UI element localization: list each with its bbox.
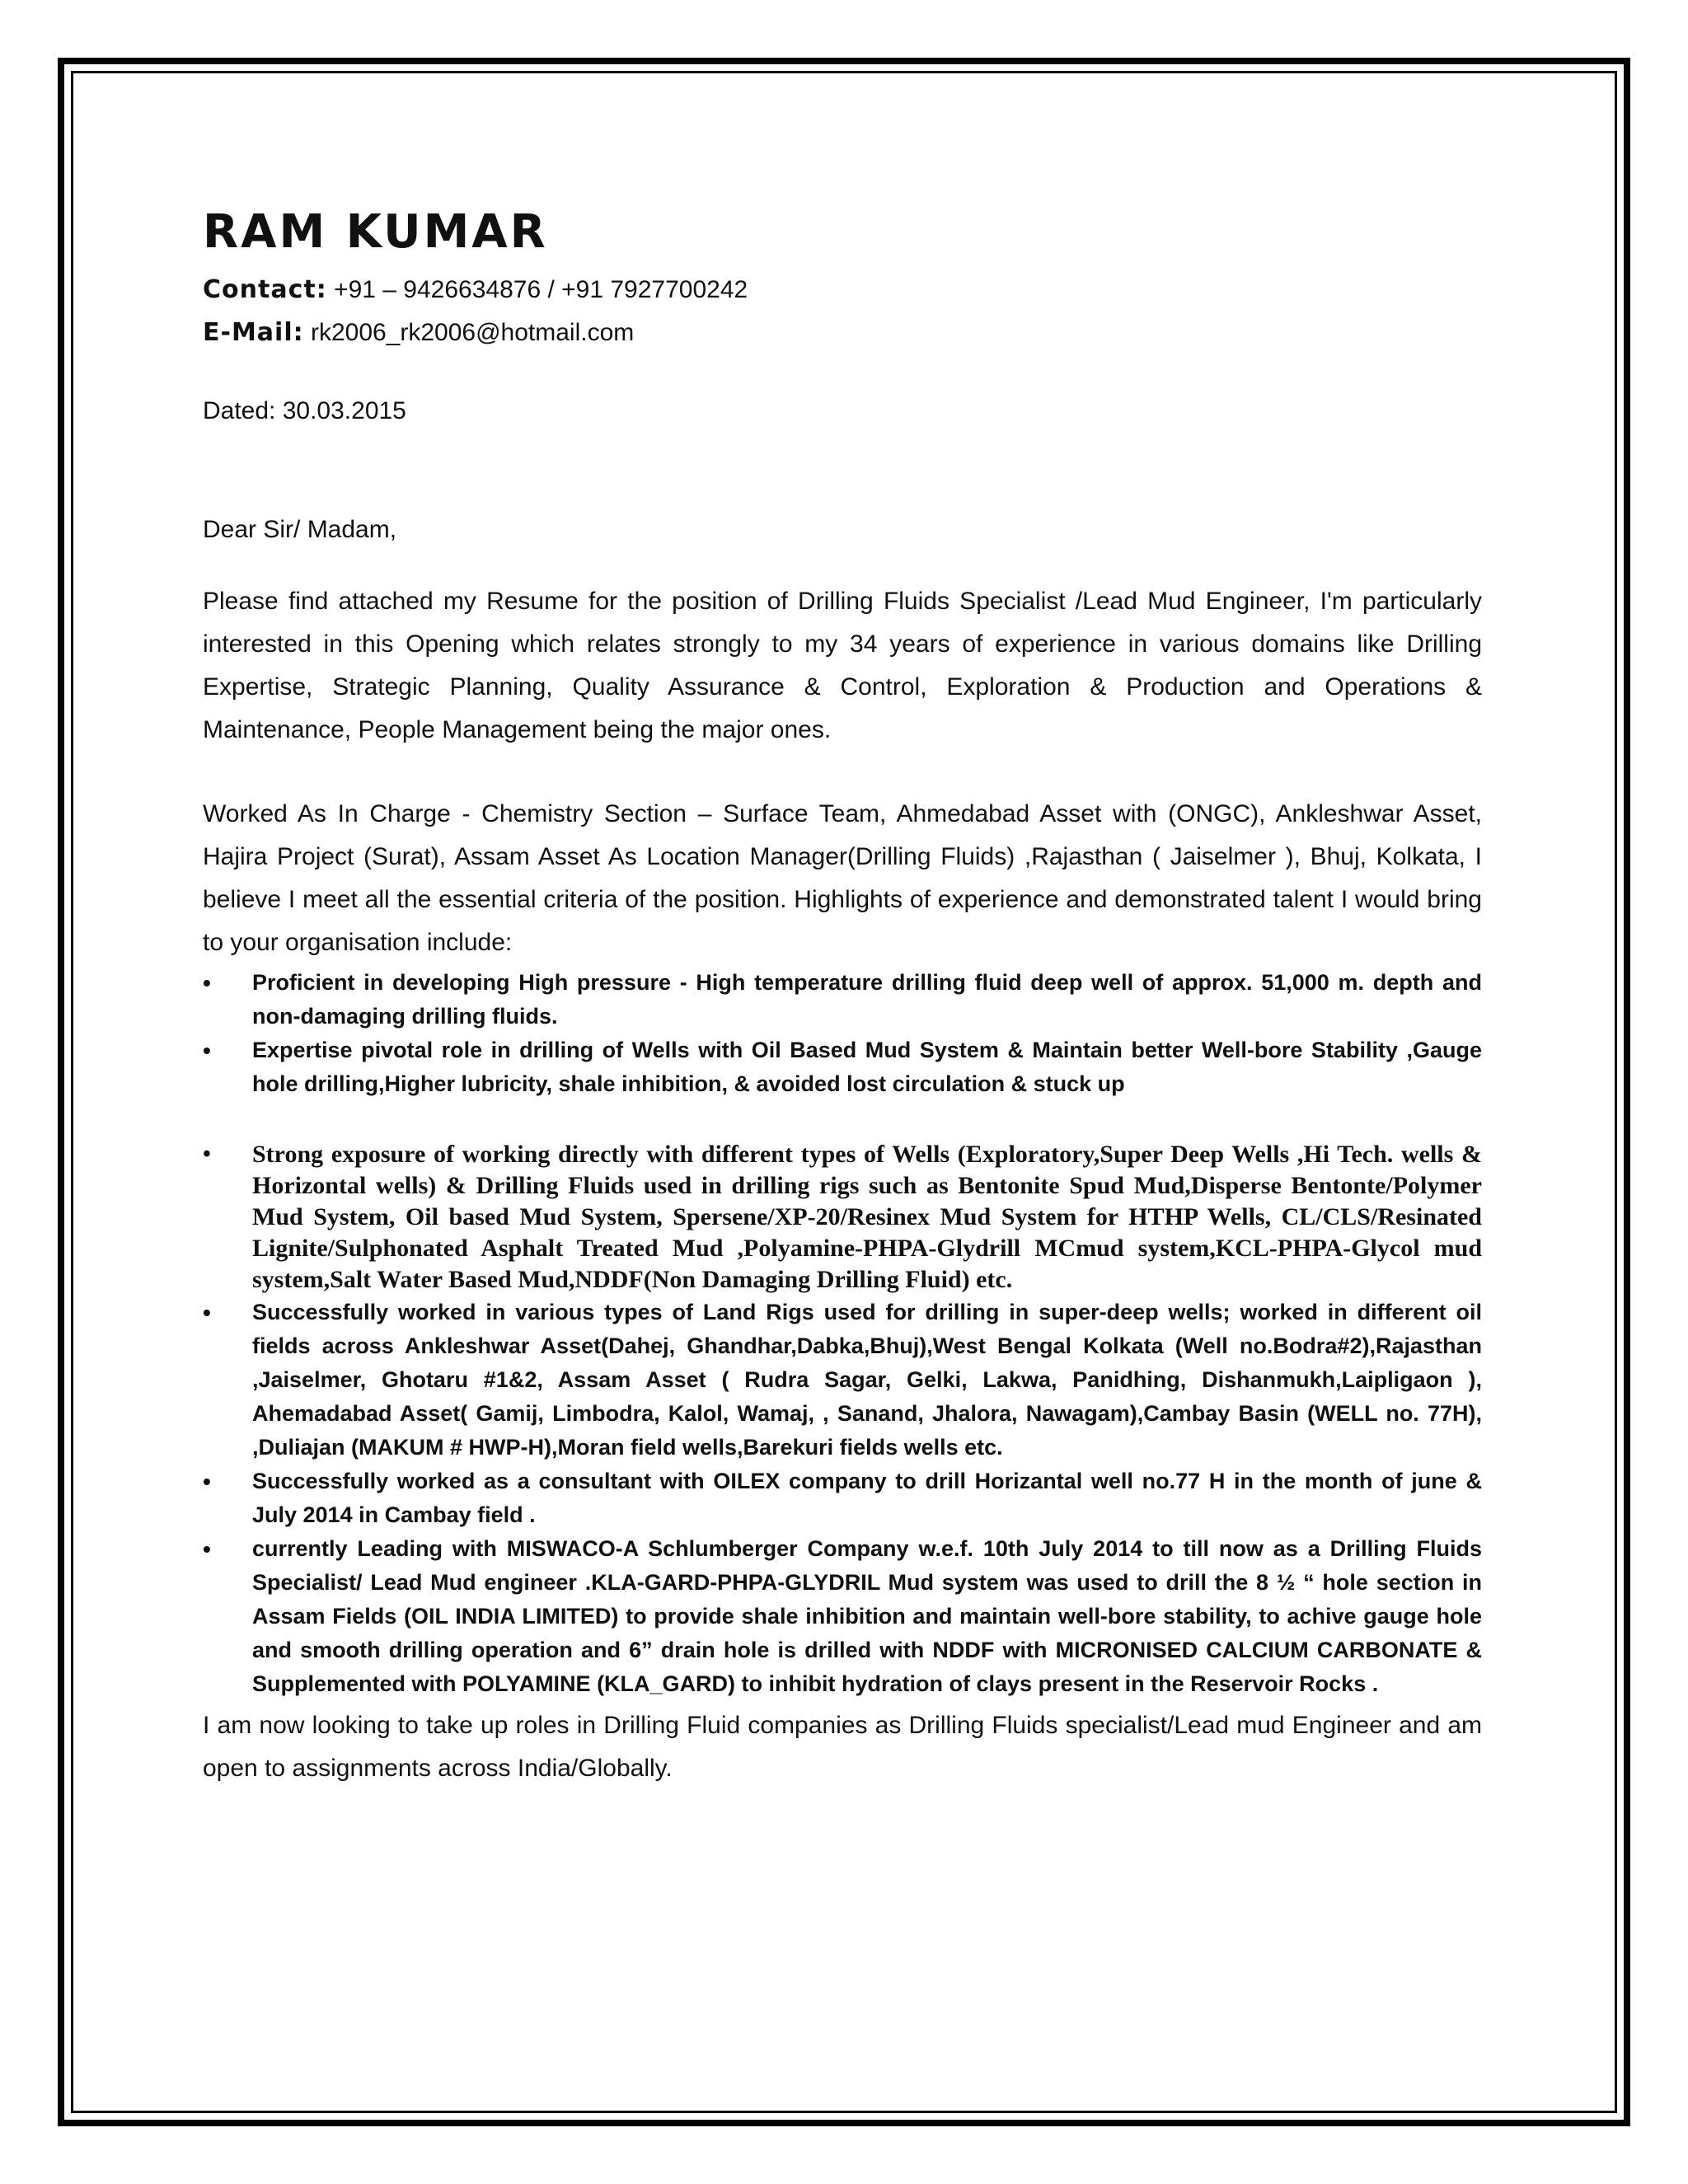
email-label: E-Mail: bbox=[203, 318, 304, 347]
bullet-icon: • bbox=[203, 970, 211, 996]
list-item-text: currently Leading with MISWACO-A Schlumberger Company w.e.f. 10th July 2014 to till now as a Drilling Fluids Specialist/ Lead Mud engineer .KLA-GARD-PHPA-GLYDRIL Mud system was used to drill the 8 ½ “ hole section in Assam Fields (OIL INDIA LIMITED) to provide shale inhibition and maintain well-bore stability, to achive gauge hole and smooth drilling operation and 6” drain hole is drilled with NDDF with MICRONISED CALCIUM CARBONATE & Supplemented with POLYAMINE (KLA_GARD) to inhibit hydration of clays present in the Reservoir Rocks . bbox=[252, 1536, 1482, 1696]
list-item bbox=[203, 1296, 1482, 1465]
bullet-icon: • bbox=[203, 1536, 211, 1562]
email-address: rk2006_rk2006@hotmail.com bbox=[310, 319, 635, 346]
intro-paragraph: Please find attached my Resume for the position of Drilling Fluids Specialist /Lead Mud Engineer, I'm particularly interested in this Opening which relates strongly to my 34 years of experience in various domains like Drilling Expertise, Strategic Planning, Quality Assurance & Control, Exploration & Production and Operations & Maintenance, People Management being the major ones. bbox=[203, 588, 1482, 743]
list-item bbox=[203, 1139, 1482, 1296]
contact-label: Contact: bbox=[203, 275, 327, 304]
cover-letter bbox=[203, 198, 1482, 1815]
applicant-name: RAM KUMAR bbox=[203, 205, 548, 259]
salutation: Dear Sir/ Madam, bbox=[203, 516, 397, 543]
email-line bbox=[203, 312, 1482, 354]
bullet-icon: • bbox=[203, 1300, 211, 1325]
bullet-icon: • bbox=[203, 1469, 211, 1494]
list-item bbox=[203, 1532, 1482, 1701]
list-item-text: Successfully worked in various types of Land Rigs used for drilling in super-deep wells; worked in different oil fields across Ankleshwar Asset(Dahej, Ghandhar,Dabka,Bhuj),West Bengal Kolkata (Well no.Bodra#2),Rajasthan ,Jaiselmer, Ghotaru #1&2, Assam Asset ( Rudra Sagar, Gelki, Lakwa, Panidhing, Dishanmukh,Laipligaon ), Ahemadabad Asset( Gamij, Limbodra, Kalol, Wamaj, , Sanand, Jhalora, Nawagam),Cambay Basin (WELL no. 77H), ,Duliajan (MAKUM # HWP-H),Moran field wells,Barekuri fields wells etc. bbox=[252, 1300, 1482, 1460]
list-item-text: Strong exposure of working directly with different types of Wells (Exploratory,Super Deep Wells ,Hi Tech. wells & Horizontal wells) & Drilling Fluids used in drilling rigs such as Bentonite Spud Mud,Disperse Bentonte/Polymer Mud System, Oil based Mud System, Spersene/XP-20/Resinex Mud System for HTHP Wells, CL/CLS/Resinated Lignite/Sulphonated Asphalt Treated Mud ,Polyamine-PHPA-Glydrill MCmud system,KCL-PHPA-Glycol mud system,Salt Water Based Mud,NDDF(Non Damaging Drilling Fluid) etc. bbox=[252, 1141, 1482, 1293]
closing-paragraph: I am now looking to take up roles in Drilling Fluid companies as Drilling Fluids specialist/Lead mud Engineer and am open to assignments across India/Globally. bbox=[203, 1712, 1482, 1782]
list-item bbox=[203, 1465, 1482, 1532]
bullet-icon: • bbox=[203, 1141, 211, 1167]
list-item-text: Successfully worked as a consultant with OILEX company to drill Horizantal well no.77 H in the month of june & July 2014 in Cambay field . bbox=[252, 1469, 1482, 1527]
highlights-list bbox=[203, 966, 1482, 1701]
contact-phone: +91 – 9426634876 / +91 7927700242 bbox=[334, 276, 748, 303]
bullet-icon: • bbox=[203, 1038, 211, 1063]
list-item bbox=[203, 1033, 1482, 1101]
experience-paragraph: Worked As In Charge - Chemistry Section – Surface Team, Ahmedabad Asset with (ONGC), Ankleshwar Asset, Hajira Project (Surat), Assam Asset As Location Manager(Drilling Fluids) ,Rajasthan ( Jaiselmer ), Bhuj, Kolkata, I believe I meet all the essential criteria of the position. Highlights of experience and demonstrated talent I would bring to your organisation include: bbox=[203, 800, 1482, 956]
letter-date: Dated: 30.03.2015 bbox=[203, 397, 406, 424]
list-item-text: Expertise pivotal role in drilling of Wells with Oil Based Mud System & Maintain better Well-bore Stability ,Gauge hole drilling,Higher lubricity, shale inhibition, & avoided lost circulation & stuck up bbox=[252, 1038, 1482, 1096]
list-item bbox=[203, 966, 1482, 1033]
contact-line bbox=[203, 269, 1482, 312]
list-item-text: Proficient in developing High pressure - High temperature drilling fluid deep well of approx. 51,000 m. depth and non-damaging drilling fluids. bbox=[252, 970, 1482, 1029]
